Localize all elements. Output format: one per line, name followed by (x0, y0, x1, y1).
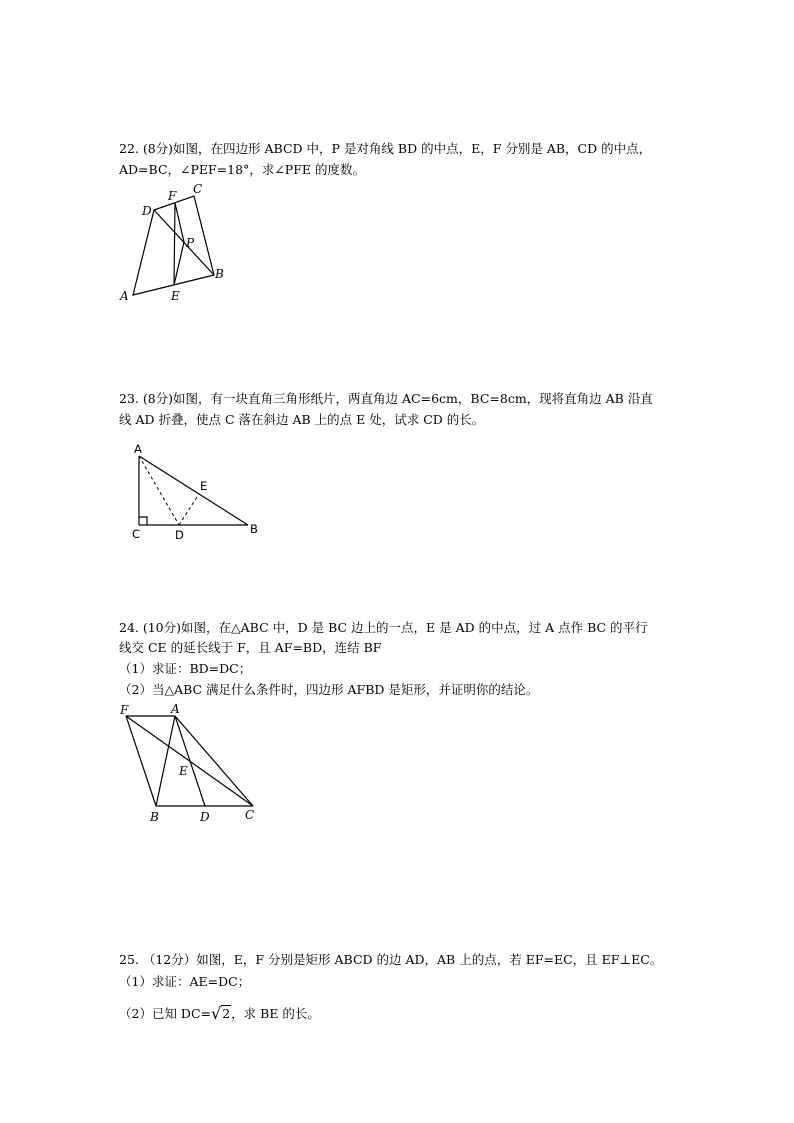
q25-line3-prefix: （2）已知 DC= (119, 1006, 211, 1021)
q23-text-line2: 线 AD 折叠，使点 C 落在斜边 AB 上的点 E 处，试求 CD 的长。 (119, 412, 485, 427)
q22-label-e: E (171, 289, 180, 303)
q24-segment-fc (126, 716, 253, 806)
sqrt-symbol: √2 (211, 1004, 231, 1023)
q24-segment-ab (156, 716, 175, 806)
q22-label-a: A (120, 289, 129, 303)
q23-label-c: C (132, 527, 141, 541)
q22-label-p: P (186, 236, 195, 250)
q24-text-line3: （1）求证：BD=DC； (119, 661, 252, 676)
q24-label-b: B (150, 810, 159, 824)
q23-label-b: B (250, 522, 258, 536)
q22-label-f: F (168, 189, 177, 203)
q24-label-d: D (200, 810, 210, 824)
q25-text-line2: （1）求证：AE=DC； (119, 974, 251, 989)
q24-text-line2: 线交 CE 的延长线于 F，且 AF=BD，连结 BF (119, 640, 382, 655)
q22-label-b: B (215, 267, 224, 281)
q22-text-line1: 22. (8分)如图，在四边形 ABCD 中，P 是对角线 BD 的中点，E，F 分别是 AB，CD 的中点， (119, 141, 652, 156)
q24-label-c: C (245, 808, 255, 822)
q23-text-line1: 23. (8分)如图，有一块直角三角形纸片，两直角边 AC=6cm，BC=8cm，现将直角边 AB 沿直 (119, 391, 653, 406)
q25-text-line3 (119, 1006, 320, 1022)
q25-line3-suffix: ，求 BE 的长。 (231, 1006, 320, 1021)
q25-radicand: 2 (222, 1006, 231, 1021)
q24-label-f: F (120, 703, 129, 717)
q24-segment-ac (175, 716, 253, 806)
q23-label-a: A (134, 442, 142, 456)
q24-label-e: E (179, 764, 188, 778)
q24-text-line4: （2）当△ABC 满足什么条件时，四边形 AFBD 是矩形，并证明你的结论。 (119, 682, 539, 697)
q22-label-c: C (193, 182, 203, 196)
q22-text-line2: AD=BC，∠PEF=18°，求∠PFE 的度数。 (119, 162, 365, 177)
q24-text-line1: 24. (10分)如图，在△ABC 中，D 是 BC 边上的一点，E 是 AD 的中点，过 A 点作 BC 的平行 (119, 620, 648, 635)
q23-label-e: E (200, 479, 208, 493)
q24-segment-fb (126, 716, 156, 806)
q22-label-d: D (142, 204, 152, 218)
q23-label-d: D (175, 528, 184, 542)
q24-label-a: A (171, 702, 180, 716)
q25-text-line1: 25. （12分）如图，E，F 分别是矩形 ABCD 的边 AD，AB 上的点，若 EF=EC，且 EF⊥EC。 (119, 952, 663, 967)
